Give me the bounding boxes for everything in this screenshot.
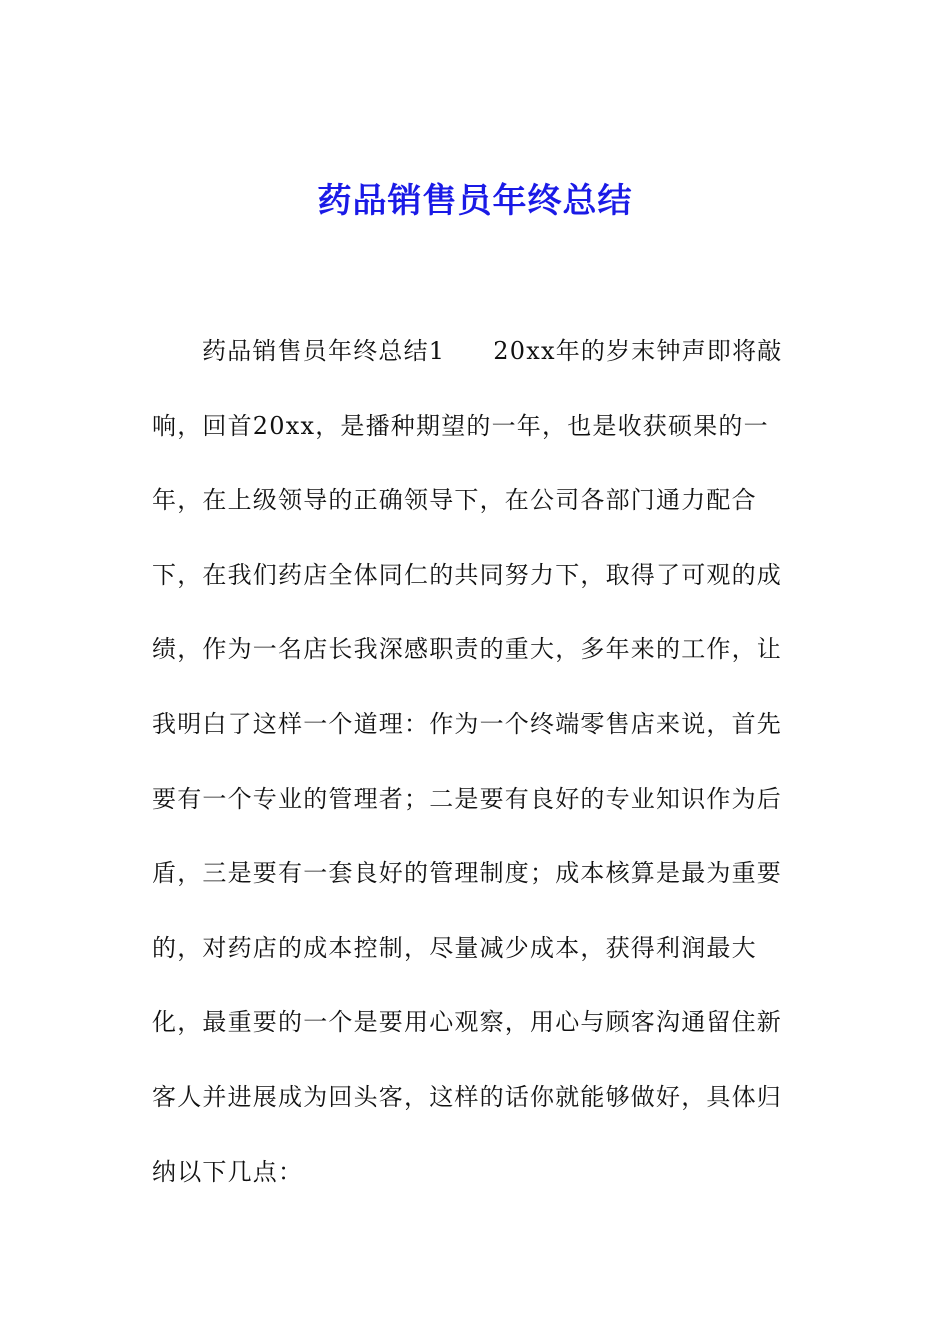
paragraph-line: 下，在我们药店全体同仁的共同努力下，取得了可观的成	[152, 560, 782, 589]
paragraph-line: 的，对药店的成本控制，尽量减少成本，获得利润最大	[152, 933, 757, 962]
paragraph-line: 纳以下几点：	[152, 1157, 304, 1186]
document-title: 药品销售员年终总结	[317, 181, 633, 221]
paragraph-line: 响，回首20xx，是播种期望的一年，也是收获硕果的一	[152, 411, 769, 440]
first-line-text: 20xx年的岁末钟声即将敲	[493, 337, 783, 365]
paragraph-line-1	[152, 326, 800, 401]
paragraph-line: 客人并进展成为回头客，这样的话你就能够做好，具体归	[152, 1082, 782, 1111]
paragraph-line: 绩，作为一名店长我深感职责的重大，多年来的工作，让	[152, 635, 782, 664]
paragraph-line: 我明白了这样一个道理：作为一个终端零售店来说，首先	[152, 709, 782, 738]
paragraph-line: 年，在上级领导的正确领导下，在公司各部门通力配合	[152, 486, 757, 515]
paragraph-line: 要有一个专业的管理者；二是要有良好的专业知识作为后	[152, 784, 782, 813]
section-heading: 药品销售员年终总结1	[202, 337, 446, 365]
paragraph-line: 盾，三是要有一套良好的管理制度；成本核算是最为重要	[152, 859, 782, 888]
body-paragraph	[152, 326, 800, 1221]
paragraph-line: 化，最重要的一个是要用心观察，用心与顾客沟通留住新	[152, 1008, 782, 1037]
